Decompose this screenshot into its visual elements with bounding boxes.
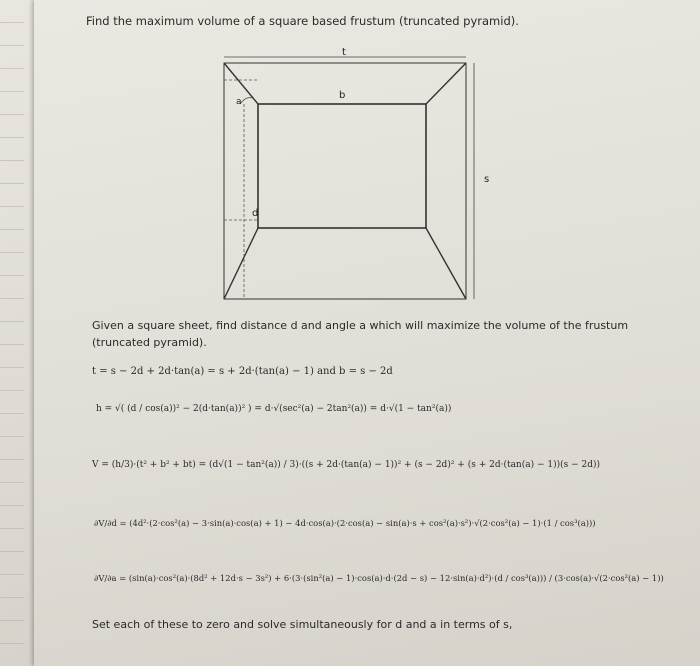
- label-d: d: [252, 208, 259, 219]
- equation-volume: V = (h/3)·(t² + b² + bt) = (d√(1 − tan²(a)) / 3)·((s + 2d·(tan(a) − 1))² + (s − 2d)² + (s + 2d·(tan(a) − 1))(s − 2d)): [92, 460, 601, 470]
- given-line-1: Given a square sheet, find distance d and angle a which will maximize the volume of the frustum: [92, 319, 629, 332]
- equation-h: h = √( (d / cos(a))² − 2(d·tan(a))² ) = d·√(sec²(a) − 2tan²(a)) = d·√(1 − tan²(a)): [96, 404, 452, 414]
- label-s: s: [484, 174, 490, 185]
- question-title: Find the maximum volume of a square based frustum (truncated pyramid).: [86, 14, 519, 28]
- corner-line-bl: [224, 228, 258, 299]
- corner-line-br: [426, 228, 466, 299]
- equation-dv-da: ∂V/∂a = (sin(a)·cos²(a)·(8d² + 12d·s − 3s²) + 6·(3·(sin²(a) − 1)·cos(a)·d·(2d − s) − 12·sin(a)·d²)·(d / cos³(a))) / (3·cos(a)·√(2·cos²(a) − 1)): [94, 573, 664, 583]
- label-a: a: [236, 97, 242, 107]
- label-t: t: [342, 47, 346, 58]
- equation-dv-dd: ∂V/∂d = (4d²·(2·cos²(a) − 3·sin(a)·cos(a) + 1) − 4d·cos(a)·(2·cos(a) − sin(a)·s + cos²(a)·s²)·√(2·cos²(a) − 1)·(1 / cos³(a))): [94, 518, 596, 528]
- corner-line-tr: [426, 63, 466, 104]
- label-b: b: [339, 90, 346, 101]
- angle-arc: [240, 98, 252, 104]
- footer-instruction: Set each of these to zero and solve simultaneously for d and a in terms of s,: [92, 618, 513, 631]
- inner-square: [258, 104, 426, 228]
- equation-t-b: t = s − 2d + 2d·tan(a) = s + 2d·(tan(a) − 1) and b = s − 2d: [92, 366, 393, 377]
- given-line-2: (truncated pyramid).: [92, 336, 207, 349]
